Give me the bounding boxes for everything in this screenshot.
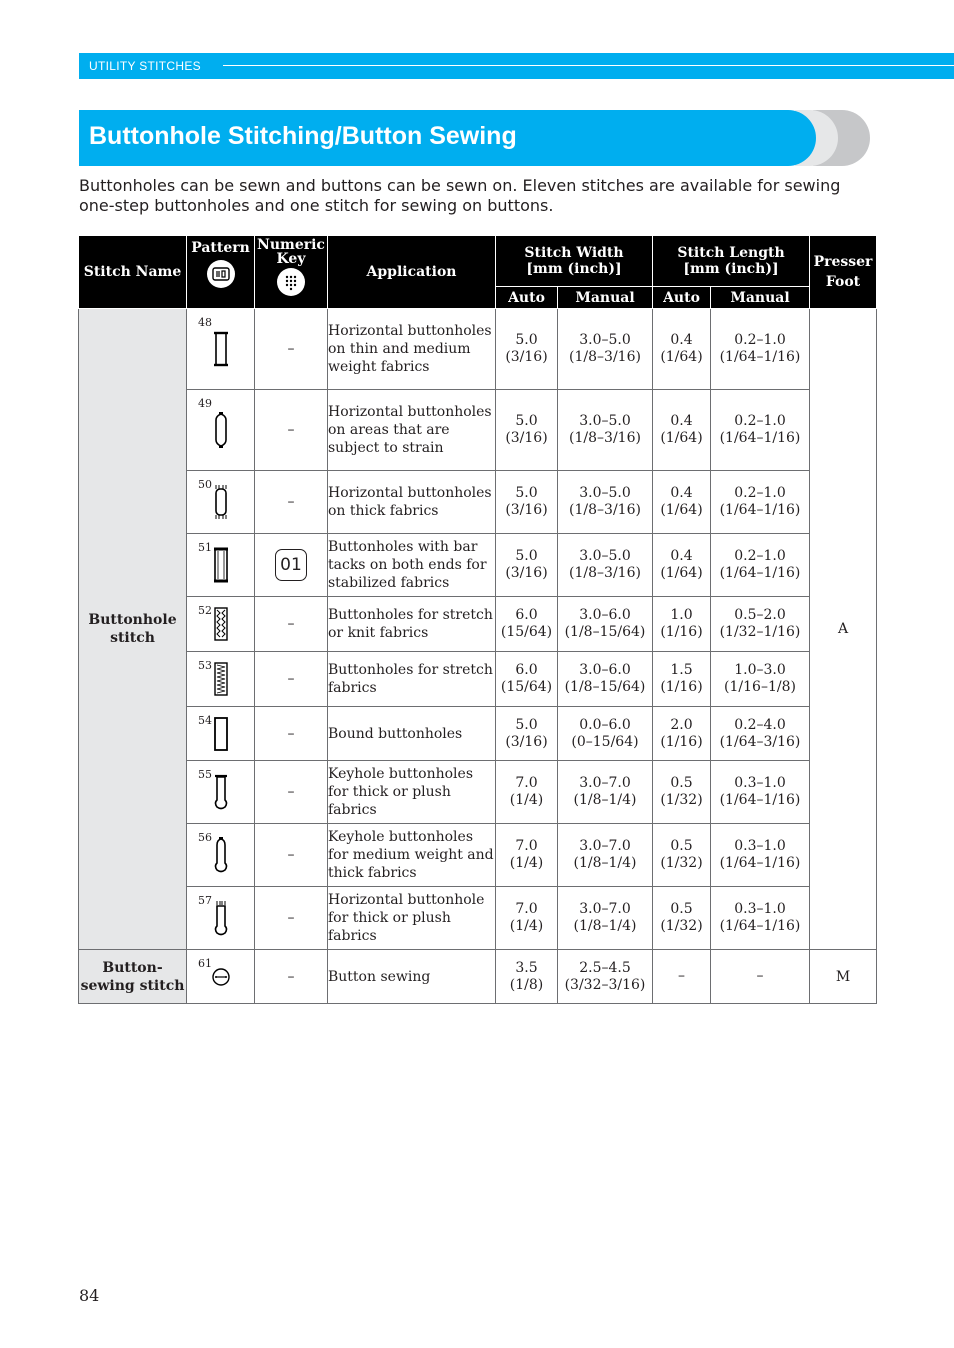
header-stitch-length: Stitch Length [mm (inch)]	[653, 236, 810, 287]
application-cell: Horizontal buttonhole for thick or plush fabrics	[328, 887, 496, 950]
width-manual-cell: 3.0–7.0 (1/8–1/4)	[558, 761, 653, 824]
width-auto-cell: 6.0 (15/64)	[496, 652, 558, 707]
numeric-key-01-label: 01	[280, 555, 302, 575]
keyhole-55-icon	[211, 774, 231, 810]
pattern-number: 48	[198, 316, 212, 329]
pattern-number: 57	[198, 894, 212, 907]
header-width-auto: Auto	[496, 287, 558, 309]
pattern-cell	[187, 707, 255, 761]
length-manual-cell: 0.3–1.0 (1/64–1/16)	[711, 824, 810, 887]
header-stitch-name: Stitch Name	[79, 236, 187, 309]
length-auto-cell: 0.4 (1/64)	[653, 534, 711, 597]
table-row	[79, 309, 877, 390]
length-auto-cell: 0.4 (1/64)	[653, 471, 711, 534]
header-width-manual: Manual	[558, 287, 653, 309]
numeric-key-cell: –	[255, 887, 328, 950]
width-auto-cell: 7.0 (1/4)	[496, 824, 558, 887]
length-manual-cell: 0.2–1.0 (1/64–1/16)	[711, 309, 810, 390]
button-sewing-61-icon	[211, 959, 231, 995]
length-manual-cell: 0.2–1.0 (1/64–1/16)	[711, 471, 810, 534]
width-auto-cell: 5.0 (3/16)	[496, 309, 558, 390]
pattern-number: 52	[198, 604, 212, 617]
width-manual-cell: 3.0–6.0 (1/8–15/64)	[558, 652, 653, 707]
application-cell: Buttonholes for stretch fabrics	[328, 652, 496, 707]
width-auto-cell: 6.0 (15/64)	[496, 597, 558, 652]
header-rule	[223, 65, 954, 66]
length-manual-cell: 0.2–4.0 (1/64–3/16)	[711, 707, 810, 761]
page-number: 84	[79, 1286, 100, 1305]
header-length-auto: Auto	[653, 287, 711, 309]
keyhole-57-icon	[211, 900, 231, 936]
header-pattern: Pattern	[187, 236, 255, 309]
intro-paragraph: Buttonholes can be sewn and buttons can be sewn on. Eleven stitches are available for sewing one-step buttonholes and one stitch for sewing on buttons.	[79, 176, 841, 215]
pattern-number: 54	[198, 714, 212, 727]
length-manual-cell: 0.3–1.0 (1/64–1/16)	[711, 887, 810, 950]
numeric-key-cell: –	[255, 309, 328, 390]
width-manual-cell: 3.0–7.0 (1/8–1/4)	[558, 824, 653, 887]
table-row	[79, 471, 877, 534]
table-row	[79, 390, 877, 471]
numeric-key-01-icon	[275, 549, 307, 581]
section-label: UTILITY STITCHES	[89, 59, 201, 73]
numeric-key-cell: –	[255, 471, 328, 534]
length-auto-cell: 0.4 (1/64)	[653, 390, 711, 471]
presser-foot-m: M	[810, 950, 877, 1004]
pattern-number: 61	[198, 957, 212, 970]
width-auto-cell: 7.0 (1/4)	[496, 887, 558, 950]
application-cell: Keyhole buttonholes for medium weight and thick fabrics	[328, 824, 496, 887]
application-cell: Buttonholes with bar tacks on both ends for stabilized fabrics	[328, 534, 496, 597]
pattern-cell	[187, 950, 255, 1004]
length-auto-cell: –	[653, 950, 711, 1004]
pattern-key-icon	[207, 260, 235, 288]
buttonhole-50-icon	[211, 484, 231, 520]
buttonhole-54-icon	[211, 716, 231, 752]
group-name-button-sewing: Button- sewing stitch	[79, 950, 187, 1004]
numeric-key-cell: –	[255, 761, 328, 824]
page-title: Buttonhole Stitching/Button Sewing	[89, 122, 517, 150]
length-manual-cell: 0.2–1.0 (1/64–1/16)	[711, 390, 810, 471]
numeric-key-cell: –	[255, 950, 328, 1004]
numeric-key-cell: –	[255, 652, 328, 707]
length-manual-cell: 1.0–3.0 (1/16–1/8)	[711, 652, 810, 707]
pattern-number: 53	[198, 659, 212, 672]
pattern-cell	[187, 471, 255, 534]
pattern-cell	[187, 597, 255, 652]
length-manual-cell: 0.2–1.0 (1/64–1/16)	[711, 534, 810, 597]
length-auto-cell: 1.0 (1/16)	[653, 597, 711, 652]
buttonhole-48-icon	[211, 331, 231, 367]
numeric-key-cell	[255, 534, 328, 597]
header-application: Application	[328, 236, 496, 309]
application-cell: Horizontal buttonholes on thick fabrics	[328, 471, 496, 534]
table-row	[79, 824, 877, 887]
header-stitch-width: Stitch Width [mm (inch)]	[496, 236, 653, 287]
width-manual-cell: 3.0–5.0 (1/8–3/16)	[558, 390, 653, 471]
table-row	[79, 534, 877, 597]
table-row	[79, 950, 877, 1004]
length-auto-cell: 0.5 (1/32)	[653, 824, 711, 887]
group-name-buttonhole: Buttonhole stitch	[79, 309, 187, 950]
width-manual-cell: 3.0–5.0 (1/8–3/16)	[558, 471, 653, 534]
pattern-cell	[187, 887, 255, 950]
numeric-key-cell: –	[255, 390, 328, 471]
length-auto-cell: 0.4 (1/64)	[653, 309, 711, 390]
width-auto-cell: 7.0 (1/4)	[496, 761, 558, 824]
pattern-cell	[187, 309, 255, 390]
pattern-number: 50	[198, 478, 212, 491]
pattern-cell	[187, 652, 255, 707]
application-cell: Horizontal buttonholes on thin and medium weight fabrics	[328, 309, 496, 390]
table-row	[79, 652, 877, 707]
numeric-key-cell: –	[255, 824, 328, 887]
length-auto-cell: 1.5 (1/16)	[653, 652, 711, 707]
width-auto-cell: 3.5 (1/8)	[496, 950, 558, 1004]
width-manual-cell: 3.0–5.0 (1/8–3/16)	[558, 309, 653, 390]
numeric-key-cell: –	[255, 597, 328, 652]
width-auto-cell: 5.0 (3/16)	[496, 534, 558, 597]
length-manual-cell: 0.3–1.0 (1/64–1/16)	[711, 761, 810, 824]
buttonhole-51-icon	[211, 547, 231, 583]
pattern-cell	[187, 824, 255, 887]
width-auto-cell: 5.0 (3/16)	[496, 471, 558, 534]
table-row	[79, 761, 877, 824]
header-length-manual: Manual	[711, 287, 810, 309]
application-cell: Button sewing	[328, 950, 496, 1004]
title-bar	[79, 110, 816, 166]
length-auto-cell: 0.5 (1/32)	[653, 887, 711, 950]
length-auto-cell: 0.5 (1/32)	[653, 761, 711, 824]
buttonhole-52-icon	[211, 606, 231, 642]
numeric-keypad-icon	[277, 268, 305, 296]
pattern-cell	[187, 390, 255, 471]
length-manual-cell: 0.5–2.0 (1/32–1/16)	[711, 597, 810, 652]
width-auto-cell: 5.0 (3/16)	[496, 707, 558, 761]
presser-foot-a: A	[810, 309, 877, 950]
pattern-cell	[187, 761, 255, 824]
width-manual-cell: 0.0–6.0 (0–15/64)	[558, 707, 653, 761]
application-cell: Keyhole buttonholes for thick or plush fabrics	[328, 761, 496, 824]
width-manual-cell: 3.0–5.0 (1/8–3/16)	[558, 534, 653, 597]
buttonhole-53-icon	[211, 661, 231, 697]
buttonhole-49-icon	[211, 412, 231, 448]
pattern-number: 51	[198, 541, 212, 554]
application-cell: Horizontal buttonholes on areas that are subject to strain	[328, 390, 496, 471]
header-presser-foot: Presser Foot	[810, 236, 877, 309]
stitch-table	[78, 235, 877, 1004]
pattern-cell	[187, 534, 255, 597]
header-numeric-key: Numeric Key	[255, 236, 328, 309]
application-cell: Buttonholes for stretch or knit fabrics	[328, 597, 496, 652]
pattern-number: 55	[198, 768, 212, 781]
table-row	[79, 887, 877, 950]
length-manual-cell: –	[711, 950, 810, 1004]
table-row	[79, 597, 877, 652]
pattern-number: 49	[198, 397, 212, 410]
table-row	[79, 707, 877, 761]
length-auto-cell: 2.0 (1/16)	[653, 707, 711, 761]
width-auto-cell: 5.0 (3/16)	[496, 390, 558, 471]
width-manual-cell: 3.0–7.0 (1/8–1/4)	[558, 887, 653, 950]
keyhole-56-icon	[211, 837, 231, 873]
application-cell: Bound buttonholes	[328, 707, 496, 761]
width-manual-cell: 2.5–4.5 (3/32–3/16)	[558, 950, 653, 1004]
pattern-number: 56	[198, 831, 212, 844]
width-manual-cell: 3.0–6.0 (1/8–15/64)	[558, 597, 653, 652]
numeric-key-cell: –	[255, 707, 328, 761]
section-header-band	[79, 53, 954, 79]
